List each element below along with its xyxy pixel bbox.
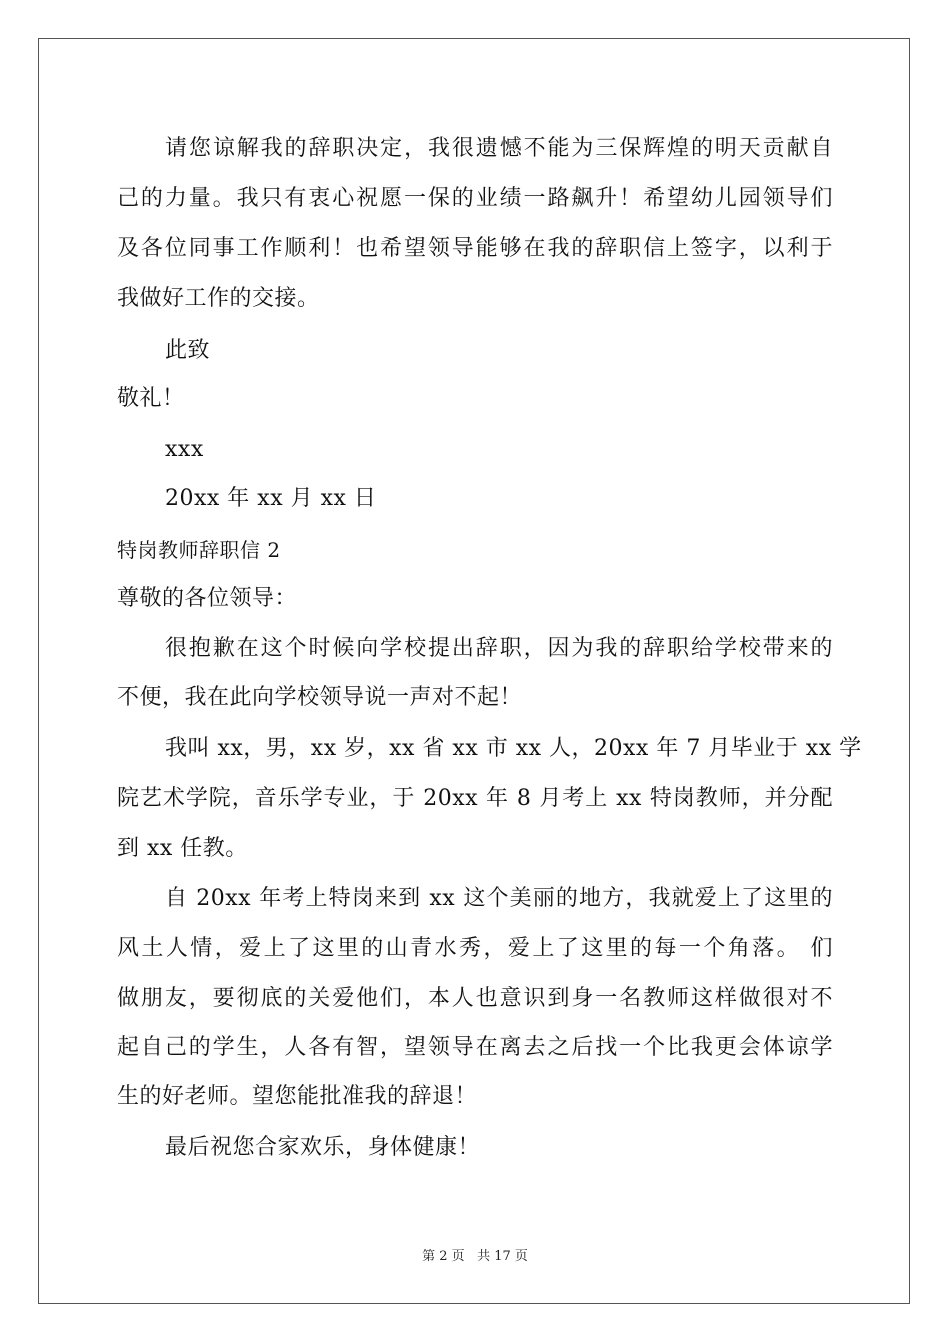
- closing-regards: 敬礼！: [117, 386, 185, 411]
- paragraph-line: 己的力量。我只有衷心祝愿一保的业绩一路飙升！希望幼儿园领导们: [117, 186, 833, 211]
- paragraph-line: 我做好工作的交接。: [117, 286, 320, 311]
- paragraph-line: 风土人情，爱上了这里的山青水秀，爱上了这里的每一个角落。 们: [117, 936, 833, 961]
- paragraph-line: 到 xx 任教。: [117, 836, 248, 861]
- paragraph-line: 自 20xx 年考上特岗来到 xx 这个美丽的地方，我就爱上了这里的: [165, 886, 833, 911]
- paragraph-line: 最后祝您合家欢乐，身体健康！: [165, 1135, 481, 1160]
- closing-salutation: 此致: [165, 338, 211, 363]
- paragraph-line: 很抱歉在这个时候向学校提出辞职，因为我的辞职给学校带来的: [165, 636, 833, 661]
- paragraph-line: 及各位同事工作顺利！也希望领导能够在我的辞职信上签字，以利于: [117, 236, 833, 261]
- paragraph-line: 生的好老师。望您能批准我的辞退！: [117, 1084, 478, 1109]
- page-number: 第 2 页: [422, 1249, 465, 1264]
- signature-date: 20xx 年 xx 月 xx 日: [165, 486, 377, 511]
- page-border: [38, 38, 910, 1304]
- paragraph-line: 不便，我在此向学校领导说一声对不起！: [117, 685, 523, 710]
- paragraph-line: 我叫 xx，男，xx 岁，xx 省 xx 市 xx 人，20xx 年 7 月毕业于 xx 学: [165, 736, 862, 761]
- letter-greeting: 尊敬的各位领导：: [117, 586, 298, 611]
- section-title: 特岗教师辞职信 2: [117, 538, 281, 562]
- page-footer: [0, 1248, 950, 1266]
- paragraph-line: 做朋友，要彻底的关爱他们，本人也意识到身一名教师这样做很对不: [117, 986, 833, 1011]
- paragraph-line: 院艺术学院，音乐学专业，于 20xx 年 8 月考上 xx 特岗教师，并分配: [117, 786, 833, 811]
- paragraph-line: 请您谅解我的辞职决定，我很遗憾不能为三保辉煌的明天贡献自: [165, 136, 833, 161]
- paragraph-line: 起自己的学生，人各有智，望领导在离去之后找一个比我更会体谅学: [117, 1035, 833, 1060]
- total-pages: 共 17 页: [477, 1249, 528, 1264]
- signature-name: xxx: [165, 437, 204, 462]
